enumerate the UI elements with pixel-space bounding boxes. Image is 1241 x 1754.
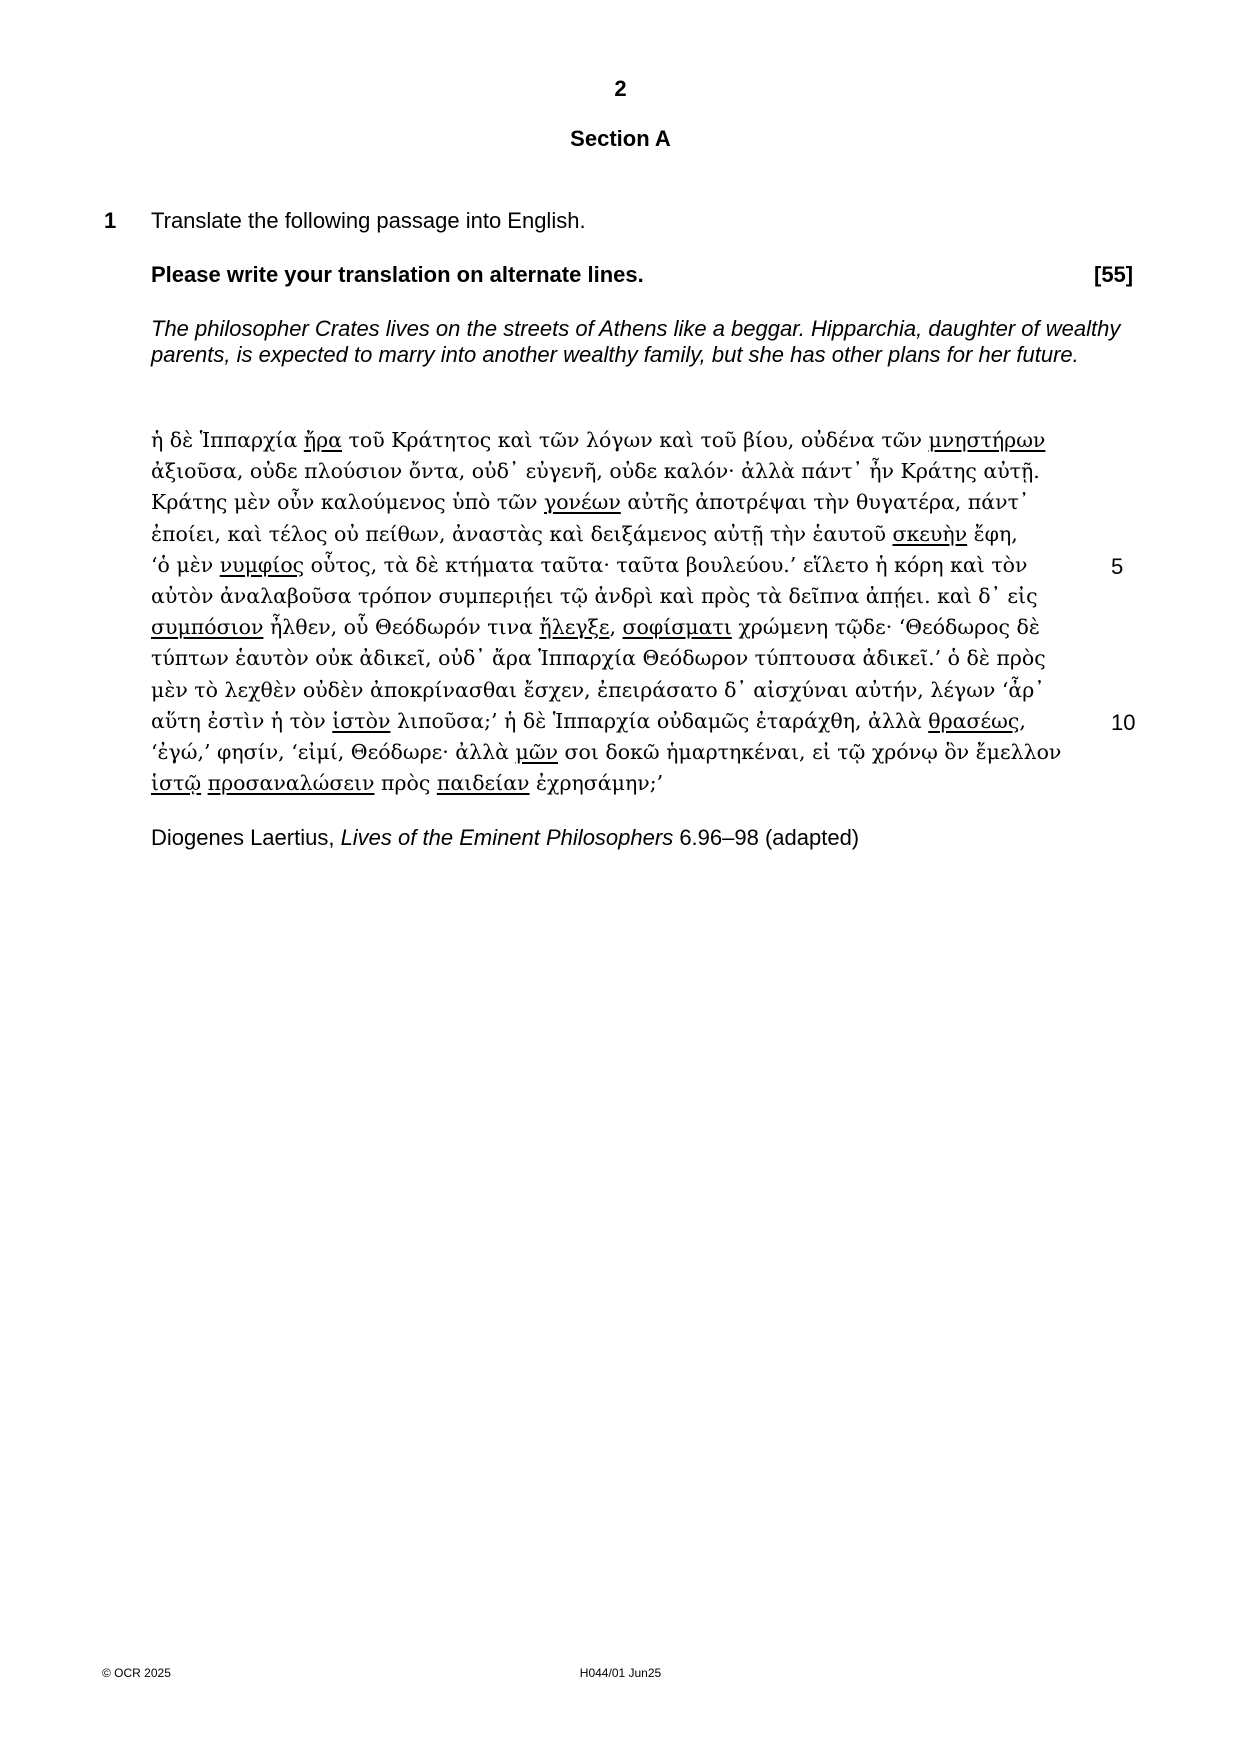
passage-line	[151, 738, 1061, 766]
passage-text: Κράτης μὲν οὖν καλούμενος ὑπὸ τῶν	[151, 490, 544, 515]
glossed-word: σοφίσματι	[622, 615, 732, 640]
passage-text: ἔφη,	[967, 521, 1018, 546]
passage-line	[151, 676, 1045, 704]
question-marks: [55]	[1094, 262, 1134, 287]
passage-text: αὐτῆς ἀποτρέψαι τὴν θυγατέρα, πάντ᾽	[620, 490, 1030, 515]
glossed-word: ἱστῷ	[151, 771, 202, 796]
passage-text: ,	[1019, 708, 1026, 733]
source-author: Diogenes Laertius,	[151, 825, 341, 850]
glossed-word: προσαναλώσειν	[207, 771, 375, 796]
passage-line	[151, 488, 1029, 516]
question-instruction: Translate the following passage into English.	[151, 208, 586, 233]
passage-line	[151, 644, 1046, 672]
passage-text: οὗτος, τὰ δὲ κτήματα ταῦτα· ταῦτα βουλεύου.’ εἵλετο ἡ κόρη καὶ τὸν	[304, 552, 1028, 577]
glossed-word: μνηστήρων	[928, 428, 1046, 452]
passage-text: αὐτὸν ἀναλαβοῦσα τρόπον συμπεριῄει τῷ ἀνδρὶ καὶ πρὸς τὰ δεῖπνα ἀπῄει. καὶ δ᾽ εἰς	[151, 584, 1038, 608]
glossed-word: μῶν	[515, 740, 559, 764]
passage-text: λιποῦσα;’ ἡ δὲ Ἱππαρχία οὐδαμῶς ἐταράχθη, ἀλλὰ	[390, 708, 929, 733]
passage-line	[151, 551, 1027, 579]
footer-paper-code: H044/01 Jun25	[579, 1666, 662, 1680]
glossed-word: ἤλεγξε	[539, 615, 610, 640]
passage-text: τοῦ Κράτητος καὶ τῶν λόγων καὶ τοῦ βίου, οὐδένα τῶν	[342, 428, 929, 452]
passage-text: ἦλθεν, οὗ Θεόδωρόν τινα	[263, 615, 540, 640]
passage-introduction: The philosopher Crates lives on the streets of Athens like a beggar. Hipparchia, daughter of wealthy parents, is expected to marry into another wealthy family, but she has other plans for her future.	[151, 316, 1121, 367]
passage-line	[151, 426, 1045, 454]
passage-line	[151, 582, 1038, 610]
passage-text: ἐχρησάμην;’	[529, 771, 664, 796]
glossed-word: ἱστὸν	[332, 708, 391, 733]
passage-text: αὕτη ἐστὶν ἡ τὸν	[151, 708, 333, 733]
glossed-word: θρασέως	[928, 708, 1020, 733]
passage-text: ‘ὁ μὲν	[151, 552, 220, 577]
passage-text: ἐποίει, καὶ τέλος οὐ πείθων, ἀναστὰς καὶ δειξάμενος αὐτῇ τὴν ἑαυτοῦ	[151, 521, 893, 546]
line-number-10: 10	[1111, 710, 1136, 735]
glossed-word: σκευὴν	[892, 521, 968, 546]
source-work: Lives of the Eminent Philosophers	[340, 825, 674, 850]
translation-note: Please write your translation on alternate lines.	[151, 262, 644, 287]
passage-text: ,	[609, 615, 623, 640]
passage-text: ‘ἐγώ,’ φησίν, ‘εἰμί, Θεόδωρε· ἀλλὰ	[151, 740, 516, 764]
section-heading: Section A	[570, 126, 671, 151]
line-number-5: 5	[1111, 554, 1124, 579]
passage-source	[151, 825, 859, 851]
passage-text: πρὸς	[374, 771, 437, 796]
passage-line	[151, 707, 1026, 735]
glossed-word: συμπόσιον	[151, 615, 264, 640]
glossed-word: ἤρα	[303, 428, 343, 452]
passage-line	[151, 613, 1040, 641]
passage-text: μὲν τὸ λεχθὲν οὐδὲν ἀποκρίνασθαι ἔσχεν, ἐπειράσατο δ᾽ αἰσχύναι αὐτήν, λέγων ‘ἆρ᾽	[151, 677, 1045, 702]
passage-text: ἡ δὲ Ἱππαρχία	[151, 428, 304, 452]
passage-text: σοι δοκῶ ἡμαρτηκέναι, εἰ τῷ χρόνῳ ὃν ἔμελλον	[558, 740, 1062, 764]
passage-line	[151, 457, 1040, 485]
glossed-word: νυμφίος	[219, 552, 305, 577]
passage-line	[151, 769, 663, 797]
glossed-word: παιδείαν	[436, 771, 530, 796]
glossed-word: γονέων	[543, 490, 621, 515]
passage-text: ἀξιοῦσα, οὐδε πλούσιον ὄντα, οὐδ᾽ εὐγενῆ, οὐδε καλόν· ἀλλὰ πάντ᾽ ἦν Κράτης αὐτῇ.	[151, 459, 1040, 484]
passage-text: τύπτων ἑαυτὸν οὐκ ἀδικεῖ, οὐδ᾽ ἄρα Ἱππαρχία Θεόδωρον τύπτουσα ἀδικεῖ.’ ὁ δὲ πρὸς	[151, 646, 1046, 671]
question-number: 1	[104, 208, 117, 233]
passage-line	[151, 520, 1018, 548]
source-reference: 6.96–98 (adapted)	[673, 825, 860, 850]
passage-text: χρώμενη τῷδε· ‘Θεόδωρος δὲ	[731, 615, 1040, 640]
footer-copyright: © OCR 2025	[102, 1666, 171, 1680]
page-number: 2	[614, 76, 627, 101]
